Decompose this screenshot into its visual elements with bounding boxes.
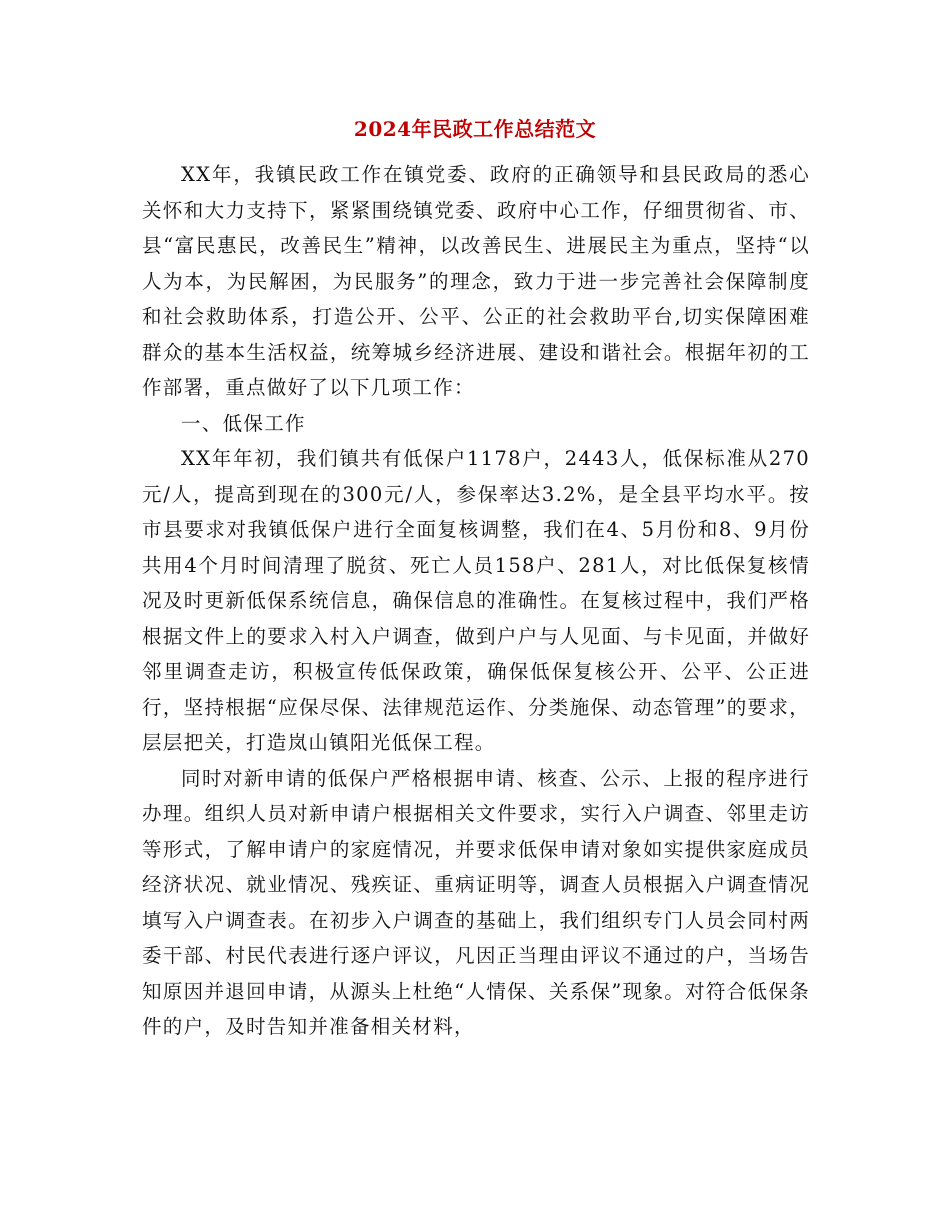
paragraph-intro: XX年，我镇民政工作在镇党委、政府的正确领导和县民政局的悉心关怀和大力支持下，紧紧围绕镇党委、政府中心工作，仔细贯彻省、市、县“富民惠民，改善民生”精神，以改善民生、进展民主为重点，坚持“以人为本，为民解困，为民服务”的理念，致力于进一步完善社会保障制度和社会救助体系，打造公开、公平、公正的社会救助平台,切实保障困难群众的基本生活权益，统筹城乡经济进展、建设和谐社会。根据年初的工作部署，重点做好了以下几项工作：: [142, 163, 810, 399]
paragraph-low-income-status: XX年年初，我们镇共有低保户1178户，2443人，低保标准从270元/人，提高到现在的300元/人，参保率达3.2%，是全县平均水平。按市县要求对我镇低保户进行全面复核调整，我们在4、5月份和8、9月份共用4个月时间清理了脱贫、死亡人员158户、281人，对比低保复核情况及时更新低保系统信息，确保信息的准确性。在复核过程中，我们严格根据文件上的要求入村入户调查，做到户户与人见面、与卡见面，并做好邻里调查走访，积极宣传低保政策，确保低保复核公开、公平、公正进行，坚持根据“应保尽保、法律规范运作、分类施保、动态管理”的要求，层层把关，打造岚山镇阳光低保工程。: [142, 447, 810, 754]
document-title: 2024年民政工作总结范文: [353, 117, 597, 141]
document-body: [142, 157, 810, 1045]
paragraph-new-applications: 同时对新申请的低保户严格根据申请、核查、公示、上报的程序进行办理。组织人员对新申请户根据相关文件要求，实行入户调查、邻里走访等形式，了解申请户的家庭情况，并要求低保申请对象如实提供家庭成员经济状况、就业情况、残疾证、重病证明等，调查人员根据入户调查情况填写入户调查表。在初步入户调查的基础上，我们组织专门人员会同村两委干部、村民代表进行逐户评议，凡因正当理由评议不通过的户，当场告知原因并退回申请，从源头上杜绝“人情保、关系保”现象。对符合低保条件的户，及时告知并准备相关材料，: [142, 766, 810, 1038]
section-heading-low-income: 一、低保工作: [181, 411, 306, 435]
